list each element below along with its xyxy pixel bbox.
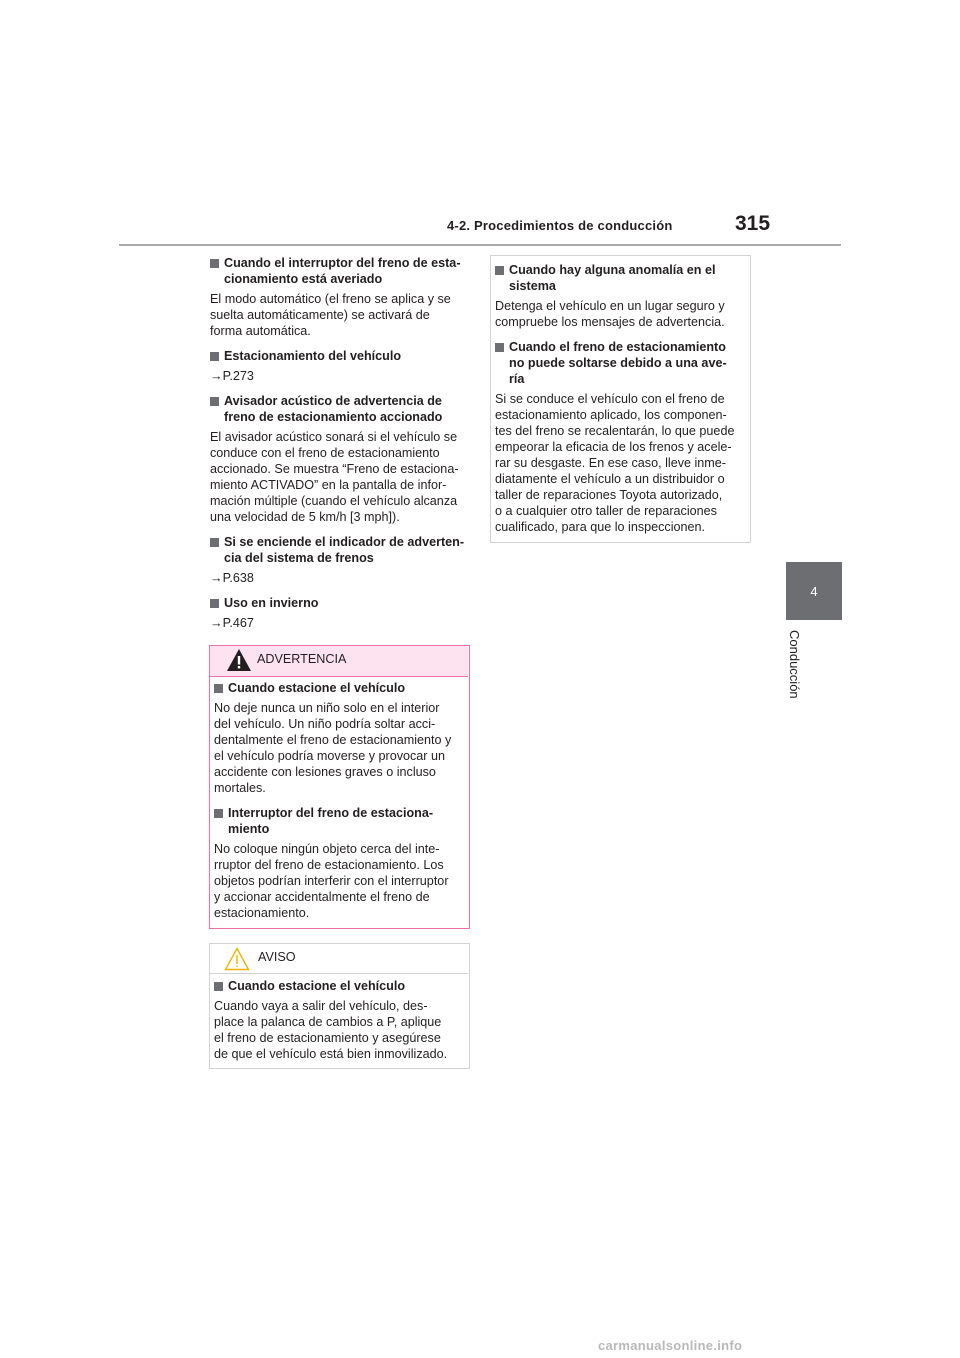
warning-heading: Interruptor del freno de estaciona- miento	[214, 805, 466, 837]
right-column	[495, 262, 745, 535]
page-reference-link[interactable]: →P.467	[210, 616, 254, 630]
notice-heading: Cuando estacione el vehículo	[214, 978, 466, 994]
watermark: carmanualsonline.info	[598, 1338, 743, 1353]
left-column	[210, 255, 470, 631]
section-title: 4-2. Procedimientos de conducción	[447, 218, 673, 233]
section-text: Si se conduce el vehículo con el freno de estacionamiento aplicado, los componen- tes del freno se recalentarán, lo que puede empeorar la eficacia de los frenos y acele- rar su desgaste. En ese caso, lleve inme- diatamente el vehículo a un distribuidor o taller de reparaciones Toyota autorizado, o a cualquier otro taller de reparaciones cualificado, para que lo inspeccionen.	[495, 392, 735, 534]
section-heading: Cuando el interruptor del freno de esta- cionamiento está averiado	[210, 255, 470, 287]
warning-body	[214, 680, 466, 921]
warning-text: No coloque ningún objeto cerca del inte- rruptor del freno de estacionamiento. Los objetos podrían interferir con el interruptor y accionar accidentalmente el freno de estacionamiento.	[214, 842, 449, 920]
notice-text: Cuando vaya a salir del vehículo, des- place la palanca de cambios a P, aplique el freno de estacionamiento y asegúrese de que el vehículo está bien inmovilizado.	[214, 999, 448, 1061]
section-heading: Si se enciende el indicador de adverten- cia del sistema de frenos	[210, 534, 470, 566]
warning-triangle-icon	[226, 648, 252, 672]
section-heading: Cuando hay alguna anomalía en el sistema	[495, 262, 745, 294]
section-text: Detenga el vehículo en un lugar seguro y compruebe los mensajes de advertencia.	[495, 299, 725, 329]
section-text: El avisador acústico sonará si el vehículo se conduce con el freno de estacionamiento accionado. Se muestra “Freno de estaciona- miento ACTIVADO” en la pantalla de infor- mación múltiple (cuando el vehículo alcanza una velocidad de 5 km/h [3 mph]).	[210, 430, 459, 524]
section-heading: Cuando el freno de estacionamiento no puede soltarse debido a una ave- ría	[495, 339, 745, 387]
section-text: El modo automático (el freno se aplica y se suelta automáticamente) se activará de forma automática.	[210, 292, 451, 338]
warning-text: No deje nunca un niño solo en el interior del vehículo. Un niño podría soltar acci- dentalmente el freno de estacionamiento y el vehículo podría moverse y provocar un accidente con lesiones graves o incluso mortales.	[214, 701, 452, 795]
chapter-label	[786, 630, 804, 710]
page-reference-link[interactable]: →P.273	[210, 369, 254, 383]
section-heading: Estacionamiento del vehículo	[210, 348, 470, 364]
warning-heading: Cuando estacione el vehículo	[214, 680, 466, 696]
section-heading: Uso en invierno	[210, 595, 470, 611]
chapter-tab[interactable]	[786, 562, 842, 620]
section-heading: Avisador acústico de advertencia de freno de estacionamiento accionado	[210, 393, 470, 425]
header-rule	[119, 244, 841, 246]
chapter-number: 4	[810, 583, 818, 599]
page-reference-link[interactable]: →P.638	[210, 571, 254, 585]
notice-title: AVISO	[258, 950, 296, 964]
caution-triangle-icon	[224, 947, 250, 971]
warning-title: ADVERTENCIA	[257, 652, 347, 666]
chapter-label-text: Conducción	[787, 630, 802, 699]
page-number: 315	[735, 212, 771, 235]
notice-body	[214, 978, 466, 1062]
